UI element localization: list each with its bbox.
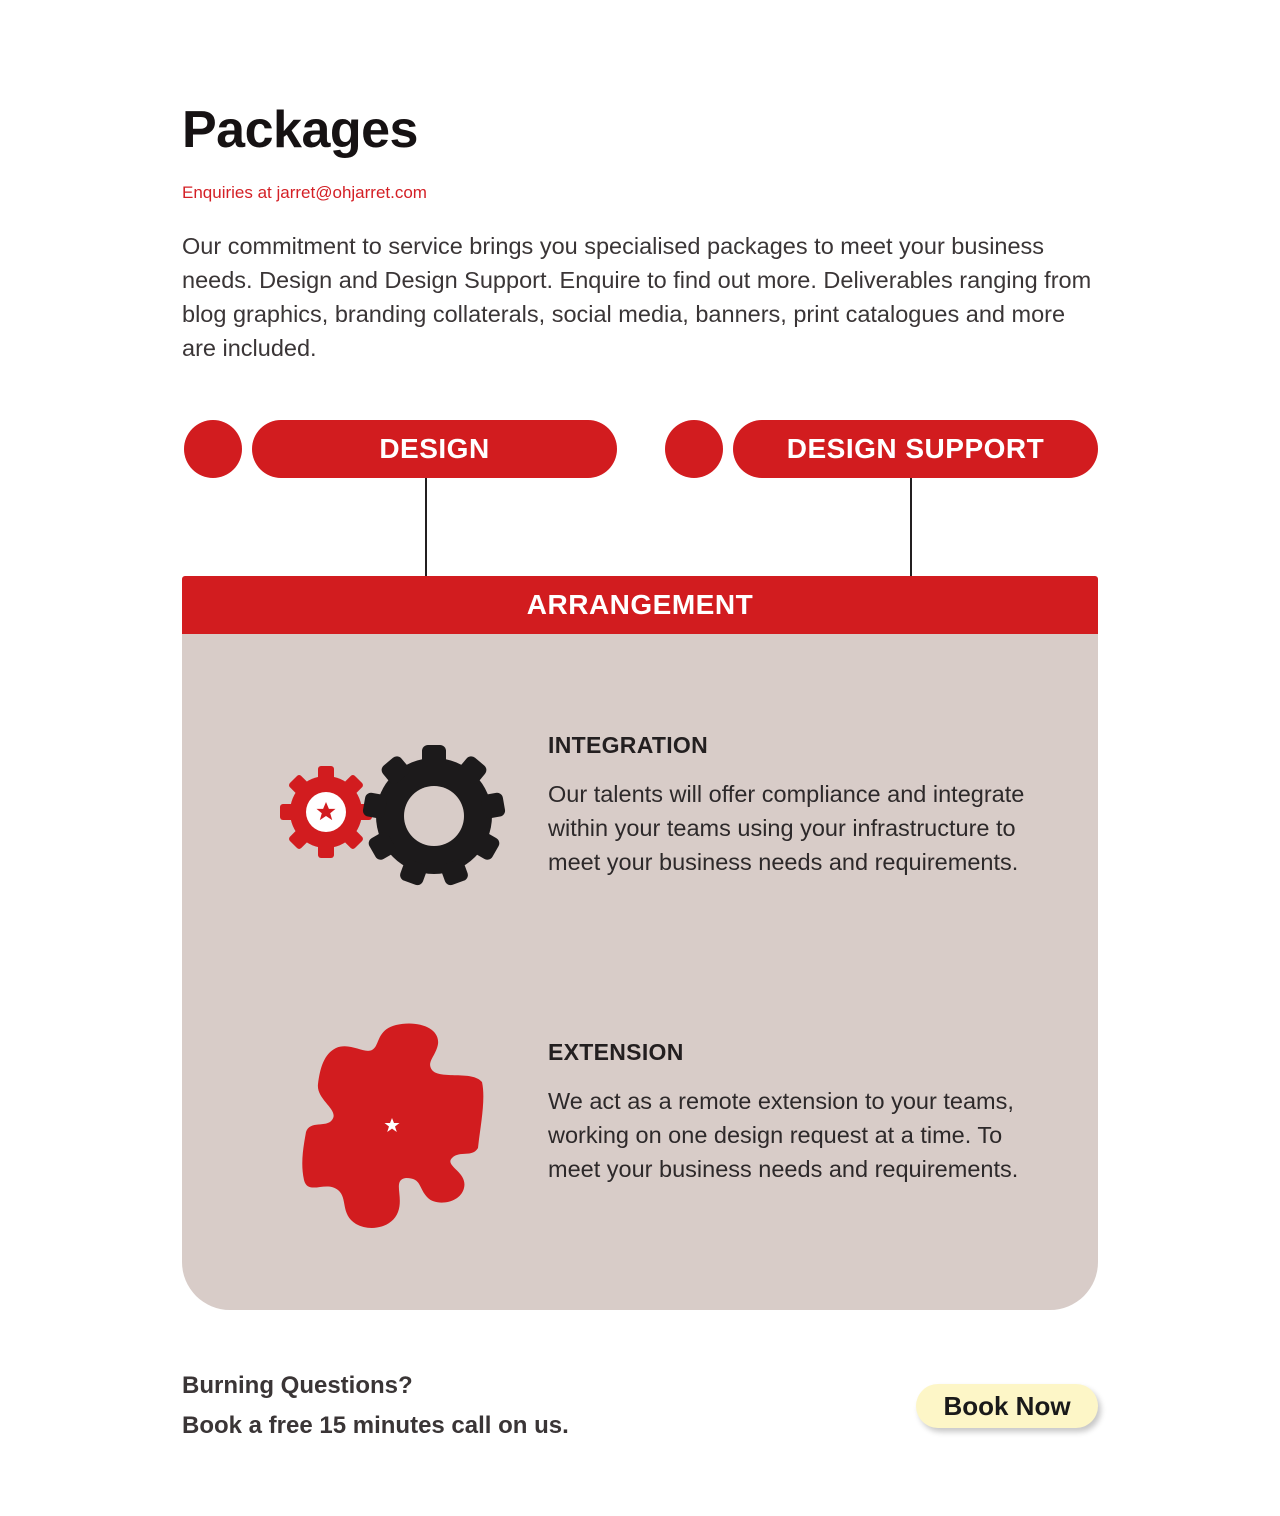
integration-title: INTEGRATION xyxy=(548,732,709,758)
design-connector xyxy=(425,478,427,576)
enquiries-email[interactable]: Enquiries at jarret@ohjarret.com xyxy=(182,183,427,202)
black-gear-icon xyxy=(362,745,506,887)
red-gear-icon xyxy=(280,766,372,858)
intro-paragraph: Our commitment to service brings you specialised packages to meet your business needs. Design and Design Support. Enquire to find out more. Deliverables ranging from blog graphics, branding collaterals, social media, banners, print catalogues and more are included. xyxy=(182,233,1092,361)
extension-title: EXTENSION xyxy=(548,1039,684,1065)
extension-text: We act as a remote extension to your teams, working on one design request at a time. To meet your business needs and requirements. xyxy=(548,1088,1019,1182)
puzzle-piece-icon xyxy=(300,1020,486,1232)
design-dot xyxy=(184,420,242,478)
integration-text: Our talents will offer compliance and integrate within your teams using your infrastructure to meet your business needs and requirements. xyxy=(548,781,1025,875)
book-now-button[interactable]: Book Now xyxy=(916,1384,1098,1428)
design-support-pill[interactable]: DESIGN SUPPORT xyxy=(733,420,1098,478)
gears-icon xyxy=(276,745,512,891)
design-support-dot xyxy=(665,420,723,478)
design-pill[interactable]: DESIGN xyxy=(252,420,617,478)
arrangement-header: ARRANGEMENT xyxy=(182,576,1098,634)
cta-subtitle: Book a free 15 minutes call on us. xyxy=(182,1412,569,1439)
page-title: Packages xyxy=(182,101,418,159)
cta-question: Burning Questions? xyxy=(182,1372,413,1399)
design-support-connector xyxy=(910,478,912,576)
